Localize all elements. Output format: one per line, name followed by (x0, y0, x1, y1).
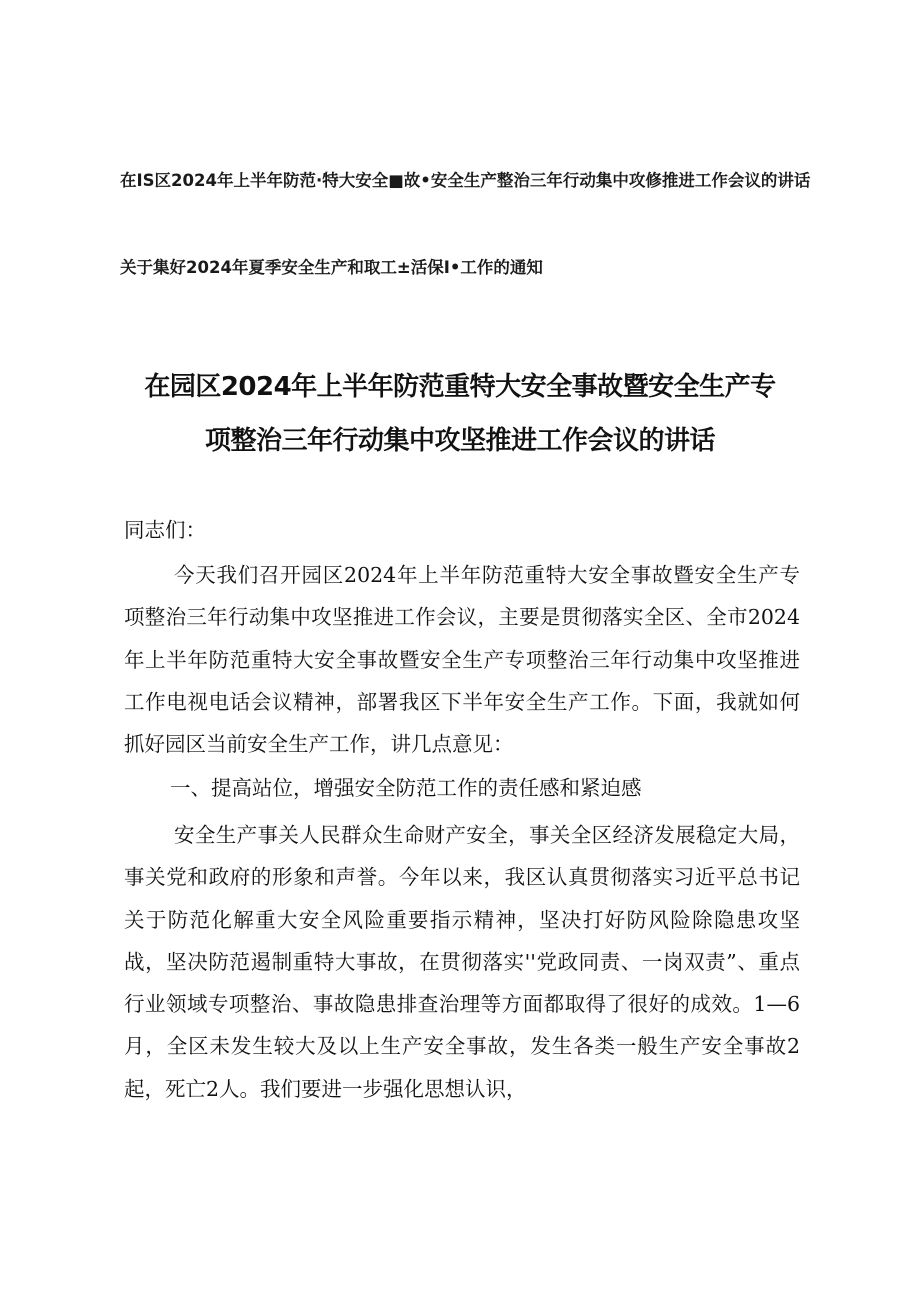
salutation: 同志们： (124, 518, 206, 542)
toc-entry-notice[interactable]: 关于集好2024年夏季安全生产和取工±活保I•工作的通知 (120, 258, 543, 277)
document-title-line-1: 在园区2024年上半年防范重特大安全事故暨安全生产专 (144, 372, 776, 402)
opening-paragraph: 今天我们召开园区2024年上半年防范重特大安全事故暨安全生产专项整治三年行动集中攻坚推进工作会议，主要是贯彻落实全区、全市2024年上半年防范重特大安全事故暨安全生产专项整治三年行动集中攻坚推进工作电视电话会议精神，部署我区下半年安全生产工作。下面，我就如何抓好园区当前安全生产工作，讲几点意见： (124, 563, 800, 757)
document-title-line-2: 项整治三年行动集中攻坚推进工作会议的讲话 (204, 426, 715, 456)
section-heading-1: 一、提高站位，增强安全防范工作的责任感和紧迫感 (170, 776, 642, 800)
section-1-paragraph: 安全生产事关人民群众生命财产安全，事关全区经济发展稳定大局，事关党和政府的形象和声誉。今年以来，我区认真贯彻落实习近平总书记关于防范化解重大安全风险重要指示精神，坚决打好防风险除隐患攻坚战，坚决防范遏制重特大事故，在贯彻落实''党政同责、一岗双责”、重点行业领域专项整治、事故隐患排查治理等方面都取得了很好的成效。1—6月，全区未发生较大及以上生产安全事故，发生各类一般生产安全事故2起，死亡2人。我们要进一步强化思想认识， (124, 823, 800, 1101)
toc-entry-speech[interactable]: 在IS区2024年上半年防范·特大安全■故•安全生产整治三年行动集中攻修推进工作会议的讲话 (120, 171, 811, 190)
